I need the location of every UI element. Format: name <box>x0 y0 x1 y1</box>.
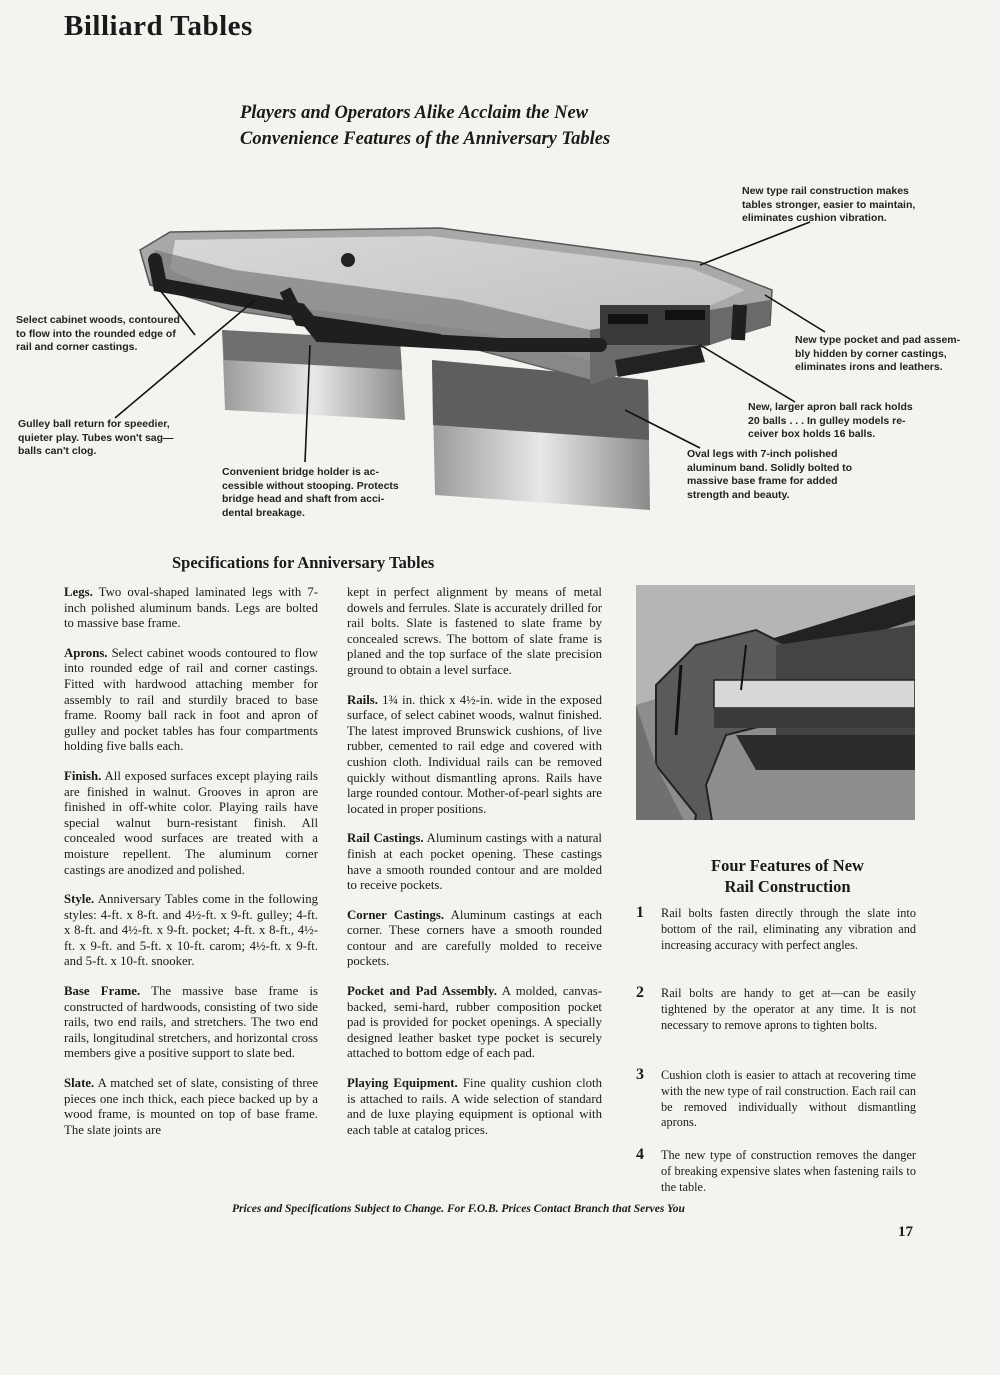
spec-paragraph <box>347 908 602 970</box>
features-title: Four Features of New Rail Construction <box>711 856 864 896</box>
spec-paragraph <box>64 984 318 1062</box>
spec-text: A matched set of slate, consisting of three pieces one inch thick, each piece backed up by a wood frame, is mounted on top of base frame. The slate joints are <box>64 1076 319 1137</box>
spec-text: The massive base frame is constructed of hardwoods, consisting of two side rails, two end rails, and stretchers. The two end rails, longitudinal stretchers, and horizontal cross members give a positive support to slate bed. <box>64 984 319 1061</box>
spec-label: Pocket and Pad Assembly. <box>347 984 497 999</box>
spec-text: Select cabinet woods contoured to flow into rounded edge of rail and corner castings. Fitted with hardwood attaching member for assembly to rail and sturdily braced to base frame. Roomy ball rack in foot and apron of gulley and pocket tables has four compartments holding five balls each. <box>64 645 318 754</box>
spec-text: 1¾ in. thick x 4½-in. wide in the exposed surface, of select cabinet woods, walnut finished. The latest improved Brunswick cushions, of live rubber, cemented to rail edge and covered with cushion cloth. Individual rails can be removed quickly without dismantling aprons. Rails have large rounded contour. Mother-of-pearl sights are located in proper positions. <box>347 692 602 816</box>
callout-cabinet-woods: Select cabinet woods, contoured to flow into the rounded edge of rail and corner castings. <box>16 314 180 353</box>
feature-number: 2 <box>636 984 644 1001</box>
spec-paragraph <box>347 984 602 1062</box>
spec-paragraph <box>347 1076 602 1138</box>
specs-column-1 <box>64 585 318 1152</box>
feature-text: Rail bolts fasten directly through the slate into bottom of the rail, eliminating any vibration and increasing accuracy with perfect angles. <box>661 906 916 952</box>
feature-number: 1 <box>636 904 644 921</box>
spec-label: Playing Equipment. <box>347 1076 458 1091</box>
spec-label: Rail Castings. <box>347 831 424 846</box>
specs-heading: Specifications for Anniversary Tables <box>172 553 435 572</box>
spec-text: Fine quality cushion cloth is attached to rails. A wide selection of standard and de luxe playing equipment is optional with each table at catalog prices. <box>347 1076 602 1137</box>
spec-paragraph <box>347 585 602 679</box>
spec-text: Aluminum castings at each corner. These corners have a smooth rounded contour and are carefully molded to receive pockets. <box>347 907 602 969</box>
spec-text: A molded, canvas-backed, semi-hard, rubber composition pocket pad is provided for pocket openings. A specially designed leather basket type pocket is securely attached to bottom edge of each pad. <box>347 984 602 1061</box>
spec-label: Rails. <box>347 692 378 707</box>
spec-text: kept in perfect alignment by means of metal dowels and ferrules. Slate is accurately drilled for rail bolts. Slate is fastened to slate frame by concealed screws. The bottom of slate frame is planed and the top surface of the slate precision ground to obtain a level surface. <box>347 585 602 677</box>
spec-paragraph <box>64 585 318 632</box>
spec-paragraph <box>64 646 318 755</box>
spec-label: Legs. <box>64 585 93 599</box>
feature-number: 3 <box>636 1066 644 1083</box>
spec-text: All exposed surfaces except playing rails are finished in walnut. Grooves in apron are finished in off-white color. Playing rails have special walnut burn-resistant finish. All concealed wood surfaces are treated with a moisture repellent. The aluminum corner castings are anodized and polished. <box>64 768 318 877</box>
feature-text: Rail bolts are handy to get at—can be easily tightened by the operator at any time. It is not necessary to remove aprons to tighten bolts. <box>661 986 916 1032</box>
callout-bridge-holder: Convenient bridge holder is ac- cessible without stooping. Protects bridge head and shaft from acci- dental breakage. <box>222 466 399 519</box>
spec-label: Finish. <box>64 768 102 783</box>
spec-label: Slate. <box>64 1076 95 1091</box>
callout-oval-legs: Oval legs with 7-inch polished aluminum band. Solidly bolted to massive base frame for added strength and beauty. <box>687 448 853 501</box>
feature-text: Cushion cloth is easier to attach at recovering time with the new type of rail construction. Each rail can be removed individually without dismantling aprons. <box>661 1068 916 1130</box>
callout-ball-rack: New, larger apron ball rack holds 20 balls . . . In gulley models re- ceiver box holds 16 balls. <box>748 401 913 440</box>
callout-rail-construction: New type rail construction makes tables stronger, easier to maintain, eliminates cushion vibration. <box>742 185 916 224</box>
spec-label: Corner Castings. <box>347 907 445 922</box>
spec-paragraph <box>347 831 602 893</box>
feature-number: 4 <box>636 1146 644 1163</box>
subtitle-line-2: Convenience Features of the Anniversary Tables <box>240 129 611 149</box>
spec-label: Base Frame. <box>64 984 141 999</box>
spec-text: Anniversary Tables come in the following styles: 4-ft. x 8-ft. and 4½-ft. x 9-ft. gulley; 4-ft. x 8-ft. and 4½-ft. x 9-ft. pocket; 4-ft. x 8-ft., 4½-ft. x 9-ft. and 5-ft. x 10-ft. carom; 4½-ft. x 9-ft. and 5-ft. x 10-ft. snooker. <box>64 892 318 969</box>
spec-paragraph <box>347 693 602 818</box>
spec-label: Style. <box>64 892 95 907</box>
callout-gulley: Gulley ball return for speedier, quieter play. Tubes won't sag— balls can't clog. <box>18 418 174 457</box>
page-title: Billiard Tables <box>64 10 253 42</box>
spec-paragraph <box>64 769 318 878</box>
spec-paragraph <box>64 892 318 970</box>
specs-column-2 <box>347 585 602 1152</box>
subtitle-line-1: Players and Operators Alike Acclaim the New <box>240 103 589 123</box>
callout-pocket-pad: New type pocket and pad assem- bly hidden by corner castings, eliminates irons and leathers. <box>795 334 961 373</box>
rail-cross-section-image <box>636 585 915 845</box>
spec-text: Aluminum castings with a natural finish at each pocket opening. These castings have a smooth rounded contour and are molded to receive pockets. <box>347 831 602 893</box>
spec-label: Aprons. <box>64 645 108 660</box>
spec-paragraph <box>64 1076 318 1138</box>
page-number: 17 <box>898 1224 913 1240</box>
spec-text: Two oval-shaped laminated legs with 7-inch polished aluminum bands. Legs are bolted to massive base frame. <box>64 585 319 631</box>
footer-note: Prices and Specifications Subject to Change. For F.O.B. Prices Contact Branch that Serves You <box>232 1203 685 1215</box>
feature-text: The new type of construction removes the danger of breaking expensive slates when fastening rails to the table. <box>661 1148 916 1194</box>
